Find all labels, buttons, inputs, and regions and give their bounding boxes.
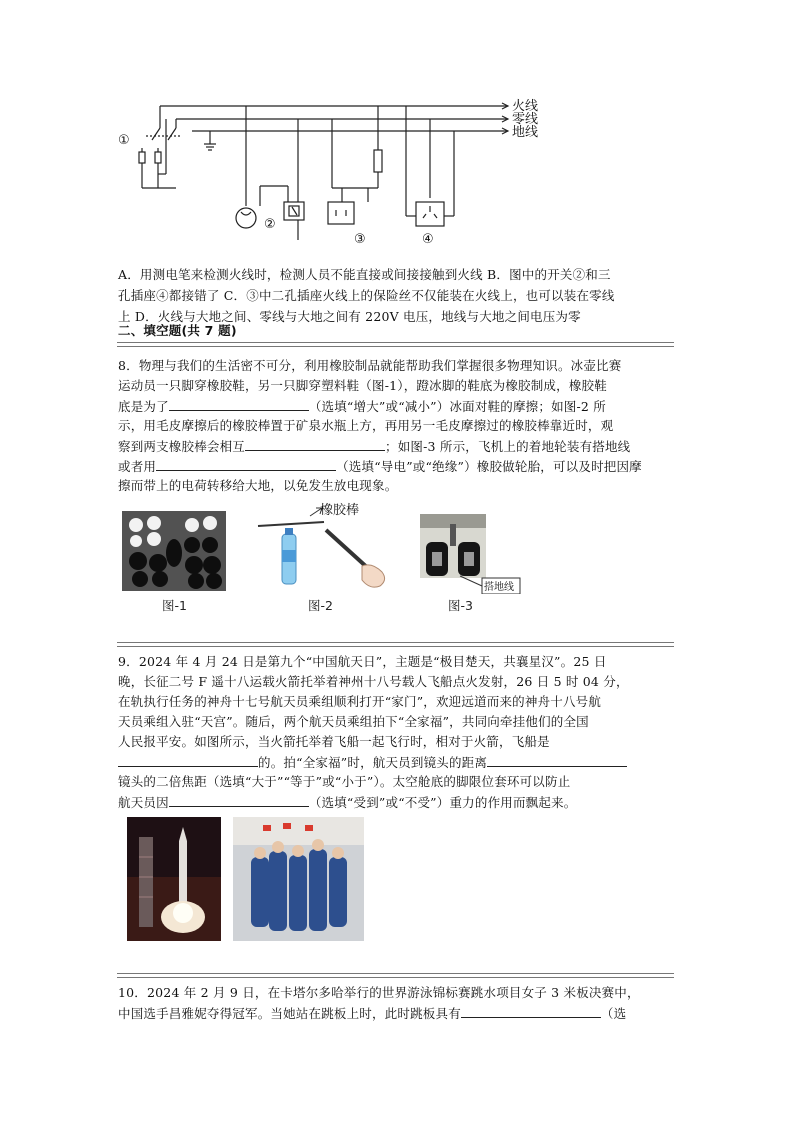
figure-2-caption: 图-2 (308, 598, 333, 613)
q9-text: 的。拍“全家福”时，航天员到镜头的距离 (258, 755, 488, 770)
astronauts-group-photo (233, 817, 364, 941)
answer-blank[interactable] (487, 752, 627, 767)
q8-text: 底是为了 (118, 399, 169, 414)
figure-2-rod-label: 橡胶棒 (320, 503, 360, 518)
answer-blank[interactable] (169, 792, 309, 807)
q8-line: 8．物理与我们的生活密不可分，利用橡胶制品就能帮助我们掌握很多物理知识。冰壶比赛 (118, 358, 622, 373)
q8-text: 或者用 (118, 459, 157, 474)
q8-line: 运动员一只脚穿橡胶鞋，另一只脚穿塑料鞋（图-1），蹬冰脚的鞋底为橡胶制成，橡胶鞋 (118, 378, 607, 393)
figure-1-caption: 图-1 (162, 598, 187, 613)
q7-option-line-2: 孔插座④都接错了 C．③中二孔插座火线上的保险丝不仅能装在火线上，也可以装在零线 (118, 288, 615, 303)
q10-text: 中国选手昌雅妮夺得冠军。当她站在跳板上时，此时跳板具有 (118, 1006, 461, 1021)
divider (117, 973, 674, 978)
answer-blank[interactable] (118, 752, 258, 767)
q8-text: （选填“增大”或“减小”）冰面对鞋的摩擦；如图-2 所 (308, 399, 606, 414)
answer-blank[interactable] (156, 456, 336, 471)
figure-1-shoe-soles (122, 511, 226, 591)
q9-line: 晚，长征二号 F 遥十八运载火箭托举着神州十八号载人飞船点火发射，26 日 5 时 04 分， (118, 674, 629, 689)
figure-2-rubber-rod (252, 500, 397, 592)
neutral-wire-label: 零线 (512, 112, 539, 127)
marker-1: ① (118, 133, 130, 148)
q10-text: （选 (600, 1006, 627, 1021)
q9-line: 在轨执行任务的神舟十七号航天员乘组顺利打开“家门”，欢迎远道而来的神舟十八号航 (118, 694, 602, 709)
q7-option-line-3: 上 D．火线与大地之间、零线与大地之间有 220V 电压，地线与大地之间电压为零 (118, 309, 581, 324)
q8-line: 擦而带上的电荷转移给大地，以免发生放电现象。 (118, 478, 398, 493)
q9-text: 人民报平安。如图所示，当火箭托举着飞船一起飞行时，相对于火箭，飞船是 (118, 734, 550, 749)
q10-line (118, 1003, 626, 1023)
marker-3: ③ (354, 232, 366, 247)
q9-text: （选填“受到”或“不受”）重力的作用而飘起来。 (308, 795, 577, 810)
answer-blank[interactable] (169, 396, 309, 411)
q9-line: 镜头的二倍焦距（选填“大于”“等于”或“小于”）。太空舱底的脚限位套环可以防止 (118, 774, 571, 789)
q9-line (118, 792, 576, 812)
q7-option-line-1: A．用测电笔来检测火线时，检测人员不能直接或间接接触到火线 B．图中的开关②和三 (118, 267, 611, 282)
live-wire-label: 火线 (512, 99, 539, 114)
marker-2: ② (264, 217, 276, 232)
q8-line (118, 396, 606, 416)
q8-text: （选填“导电”或“绝缘”）橡胶做轮胎，可以及时把因摩 (336, 459, 642, 474)
answer-blank[interactable] (461, 1003, 601, 1018)
q9-line (118, 752, 627, 772)
q8-text: ；如图-3 所示，飞机上的着地轮装有搭地线 (385, 439, 631, 454)
figure-3-caption: 图-3 (448, 598, 473, 613)
q8-line (118, 456, 642, 476)
q9-text: 航天员因 (118, 795, 169, 810)
earth-wire-label: 地线 (512, 125, 539, 140)
section-heading: 二、填空题(共 7 题) (118, 323, 237, 338)
divider (117, 342, 674, 347)
q9-line: 天员乘组入驻“天宫”。随后，两个航天员乘组拍下“全家福”，共同向牵挂他们的全国 (118, 714, 589, 729)
figure-3-ground-wire-label: 搭地线 (484, 582, 514, 593)
divider (117, 642, 674, 647)
rocket-launch-photo (127, 817, 221, 941)
figure-3-landing-gear (420, 514, 522, 594)
marker-4: ④ (422, 232, 434, 247)
q8-line: 示，用毛皮摩擦后的橡胶棒置于矿泉水瓶上方，再用另一毛皮摩擦过的橡胶棒靠近时，观 (118, 418, 614, 433)
q8-line (118, 436, 630, 456)
answer-blank[interactable] (245, 436, 385, 451)
q10-line: 10．2024 年 2 月 9 日，在卡塔尔多哈举行的世界游泳锦标赛跳水项目女子 3 米板决赛中， (118, 985, 640, 1000)
q9-line (118, 732, 550, 751)
q8-text: 察到两支橡胶棒会相互 (118, 439, 246, 454)
q9-line: 9．2024 年 4 月 24 日是第九个“中国航天日”，主题是“极目楚天，共襄星汉”。25 日 (118, 654, 607, 669)
household-circuit-diagram (110, 88, 570, 253)
